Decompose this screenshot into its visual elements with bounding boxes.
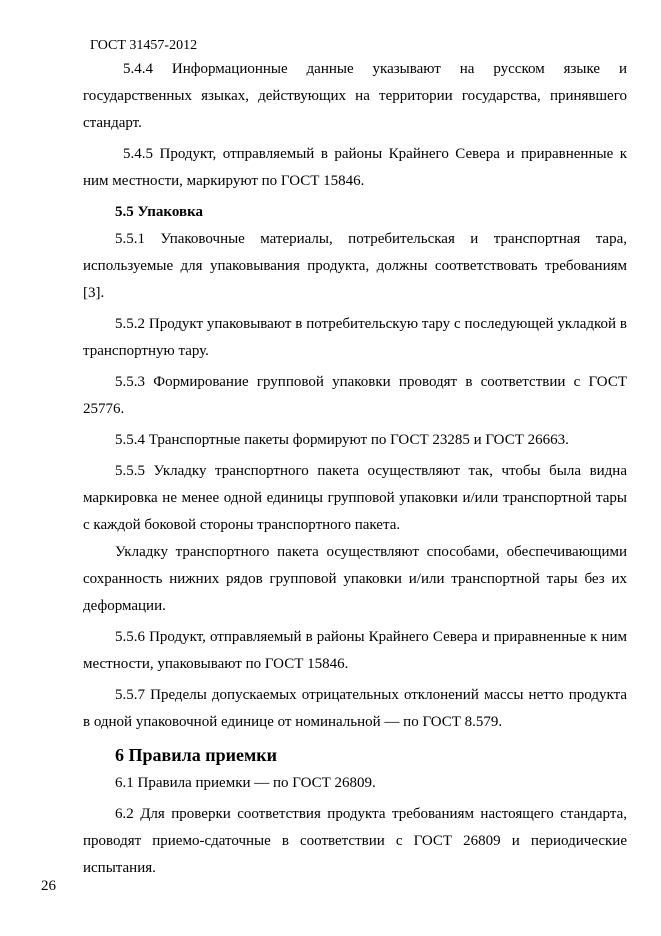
paragraph-5-5-5: 5.5.5 Укладку транспортного пакета осуществляют так, чтобы была видна маркировка не менее одной единицы групповой упаковки и/или транспортной тары с каждой боковой стороны транспортного пакета.	[83, 463, 627, 533]
paragraph-6-2: 6.2 Для проверки соответствия продукта требованиям настоящего стандарта, проводят приемо-сдаточные в соответствии с ГОСТ 26809 и периодические испытания.	[83, 806, 627, 876]
paragraph-5-5-5-continued: Укладку транспортного пакета осуществляют способами, обеспечивающими сохранность нижних рядов групповой упаковки и/или транспортной тары без их деформации.	[83, 544, 627, 614]
paragraph-5-5-1: 5.5.1 Упаковочные материалы, потребительская и транспортная тара, используемые для упаковывания продукта, должны соответствовать требованиям [3].	[83, 231, 627, 301]
paragraph-5-5-7: 5.5.7 Пределы допускаемых отрицательных отклонений массы нетто продукта в одной упаковочной единице от номинальной — по ГОСТ 8.579.	[83, 687, 627, 730]
document-body	[83, 56, 627, 882]
section-heading-6: 6 Правила приемки	[115, 745, 277, 765]
paragraph-5-5-2: 5.5.2 Продукт упаковывают в потребительскую тару с последующей укладкой в транспортную тару.	[83, 316, 627, 359]
paragraph-5-5-3: 5.5.3 Формирование групповой упаковки проводят в соответствии с ГОСТ 25776.	[83, 374, 627, 417]
paragraph-5-5-6: 5.5.6 Продукт, отправляемый в районы Крайнего Севера и приравненные к ним местности, упаковывают по ГОСТ 15846.	[83, 629, 627, 672]
document-header: ГОСТ 31457-2012	[90, 38, 198, 53]
paragraph-5-5-4: 5.5.4 Транспортные пакеты формируют по ГОСТ 23285 и ГОСТ 26663.	[115, 432, 569, 448]
page-number: 26	[41, 878, 56, 894]
paragraph-5-4-4: 5.4.4 Информационные данные указывают на русском языке и государственных языках, действующих на территории государства, принявшего стандарт.	[83, 61, 627, 131]
paragraph-6-1: 6.1 Правила приемки — по ГОСТ 26809.	[115, 775, 376, 791]
section-heading-5-5: 5.5 Упаковка	[115, 204, 204, 220]
paragraph-5-4-5: 5.4.5 Продукт, отправляемый в районы Крайнего Севера и приравненные к ним местности, маркируют по ГОСТ 15846.	[83, 146, 627, 189]
